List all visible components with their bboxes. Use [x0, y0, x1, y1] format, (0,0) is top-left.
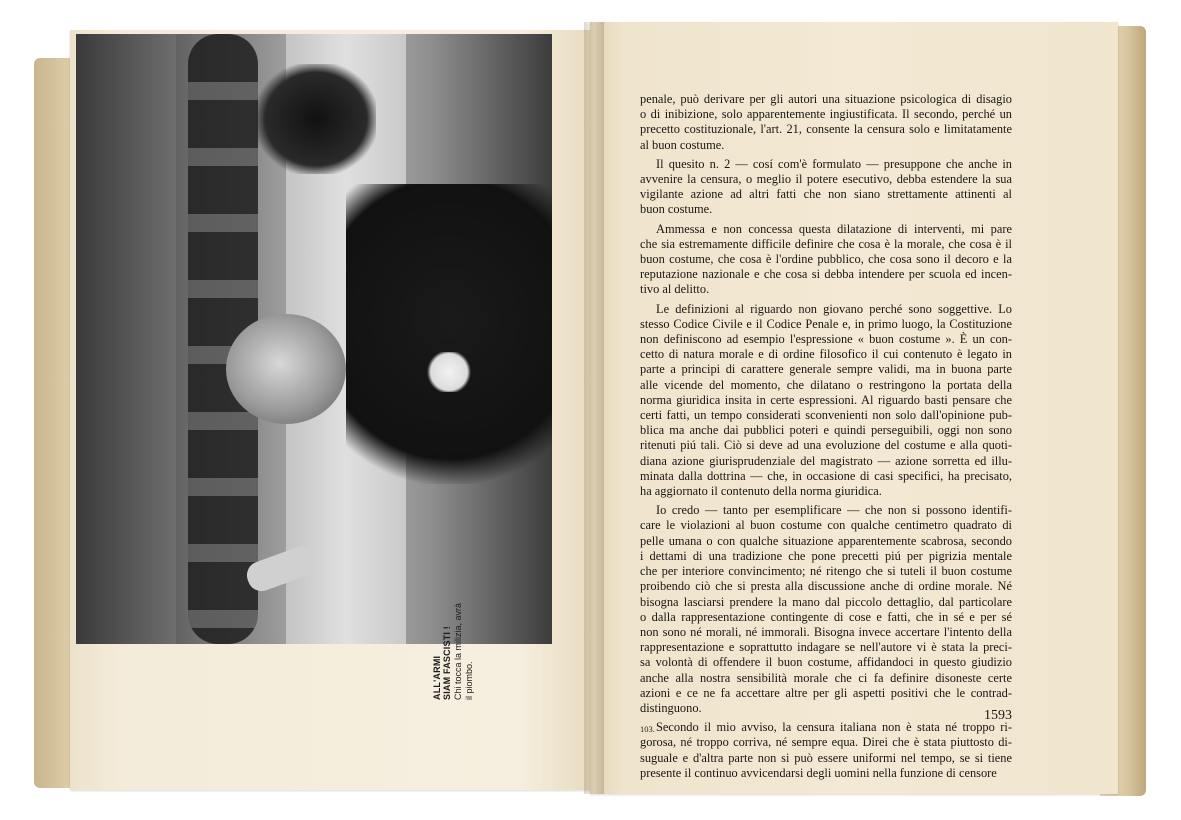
photo-lapel-flower — [426, 352, 472, 392]
text-line: al buon costume. — [640, 137, 725, 152]
text-line: che sia estremamente difficile definire che cosa è la morale, che cosa è il — [640, 236, 1012, 251]
caption-title-line-2: SIAM FASCISTI ! — [442, 625, 452, 700]
photo-hat — [256, 64, 376, 174]
book-gutter — [584, 22, 604, 794]
page-number: 1593 — [984, 708, 1012, 723]
text-line: Secondo il mio avviso, la censura italiana non è stata né troppo ri- — [656, 720, 1012, 735]
paragraph — [640, 720, 1012, 781]
text-line: pelle umana o con qualche situazione apparentemente scabrosa, secondo — [640, 533, 1012, 548]
photo-foreground — [76, 34, 176, 644]
text-line: distinguono. — [640, 700, 702, 715]
text-line: diana azione giurisprudenziale del magistrato — azione sorretta ed illu- — [640, 453, 1012, 468]
caption-text-line-2: il piombo. — [464, 661, 474, 700]
paragraph — [640, 92, 1012, 153]
text-line: stesso Codice Civile e il Codice Penale e, in primo luogo, la Costituzione — [640, 316, 1012, 331]
text-line: precetto costituzionale, l'art. 21, consente la censura solo e limitatamente — [640, 122, 1012, 137]
text-line: proibendo ciò che si presta alla discussione anche di ordine morale. Né — [640, 579, 1012, 594]
photo-caption — [432, 580, 474, 700]
text-line: tivo al delitto. — [640, 282, 710, 297]
photo-figure-body — [346, 184, 552, 484]
paragraph — [640, 503, 1012, 716]
text-line: certi fatti, un tempo considerati sconvenienti non solo dall'opinione pub- — [640, 408, 1012, 423]
text-line: norma giuridica insita in certe espressioni. Al riguardo basti pensare che — [640, 392, 1012, 407]
paragraph — [640, 222, 1012, 298]
caption-text-line-1: Chi tocca la milizia, avrà — [453, 602, 463, 700]
text-line: che per interiore convincimento; né ritengo che si tuteli il buon costume — [640, 564, 1012, 579]
text-line: o di inibizione, solo apparentemente ingiustificata. Il secondo, perché un — [640, 107, 1012, 122]
text-line: buon costume, che cosa è l'ordine pubblico, che cosa sono il decoro e la — [640, 252, 1012, 267]
text-line: care le violazioni al buon costume con qualche centimetro quadrato di — [640, 518, 1012, 533]
text-line: Io credo — tanto per esemplificare — che non si possono identifi- — [656, 503, 1012, 518]
text-line: buon costume. — [640, 202, 713, 217]
text-line: blica ma anche dai pubblici poteri e quindi perseguibili, oggi non sono — [640, 423, 1012, 438]
text-line: penale, può derivare per gli autori una situazione psicologica di disagio — [640, 92, 1012, 106]
text-line: sa volontà di offendere il buon costume, affidandoci in questo giudizio — [640, 655, 1012, 670]
caption-title-line-1: ALL'ARMI — [432, 655, 442, 700]
text-line: vigilante azione ad altri fatti che non siano strettamente attinenti al — [640, 187, 1012, 202]
paragraph — [640, 302, 1012, 500]
text-line: ritenuti piú tali. Ciò si deve ad una evoluzione del costume e alla quoti- — [640, 438, 1012, 453]
text-line: i dettami di una tradizione che pone precetti piú per pigrizia mentale — [640, 548, 1012, 563]
text-line: non sono né morali, né immorali. Bisogna invece accertare l'intento della — [640, 624, 1012, 639]
text-line: avvenire la censura, o meglio il potere esecutivo, debba estendere la sua — [640, 172, 1012, 187]
text-line: presente il continuo avvicendarsi degli uomini nella funzione di censore — [640, 765, 997, 780]
body-text — [640, 92, 1012, 785]
text-line: bisogna lasciarsi prendere la mano dal piccolo dettaglio, dal particolare — [640, 594, 1012, 609]
text-line: parte a principi di carattere generale sempre validi, ma in buona parte — [640, 362, 1012, 377]
photograph — [76, 34, 552, 644]
text-line: Ammessa e non concessa questa dilatazione di interventi, mi pare — [656, 221, 1012, 236]
text-line: minata dalla dottrina — che, in occasione di casi specifici, ha precisato, — [640, 468, 1012, 483]
photo-figure-head — [226, 314, 346, 424]
text-line: rappresentazione e soprattutto indagare se nell'autore vi è stata la preci- — [640, 640, 1012, 655]
text-line: ha aggiornato il contenuto della norma giuridica. — [640, 484, 882, 499]
text-line: non definiscono ad esempio l'espressione « buon costume ». È un con- — [640, 332, 1012, 347]
text-line: Le definizioni al riguardo non giovano perché sono soggettive. Lo — [656, 301, 1012, 316]
text-line: cetto di natura morale e di ordine filosofico il cui contenuto è legato in — [640, 347, 1012, 362]
text-line: Il quesito n. 2 — cosí com'è formulato — presuppone che anche in — [656, 156, 1012, 171]
paragraph — [640, 157, 1012, 218]
text-line: alle vicende del momento, che dilatano o restringono la portata della — [640, 377, 1012, 392]
text-line: reputazione nazionale e che cosa si debba intendere per scuola ed incen- — [640, 267, 1012, 282]
text-line: azioni e ce ne fa accettare altre per gli aspetti positivi che le contrad- — [640, 685, 1012, 700]
text-line: o dalla rappresentazione contingente di cose e fatti, che in sé e per sé — [640, 609, 1012, 624]
text-line: suguale e d'altra parte non si può essere uniformi nel tempo, se si tiene — [640, 750, 1012, 765]
text-line: gorosa, né troppo corriva, né sempre equa. Direi che è stata piuttosto di- — [640, 735, 1012, 750]
signature-mark: 103. — [640, 724, 655, 734]
text-line: anche alla nostra sensibilità morale che ci fa definire disoneste certe — [640, 670, 1012, 685]
